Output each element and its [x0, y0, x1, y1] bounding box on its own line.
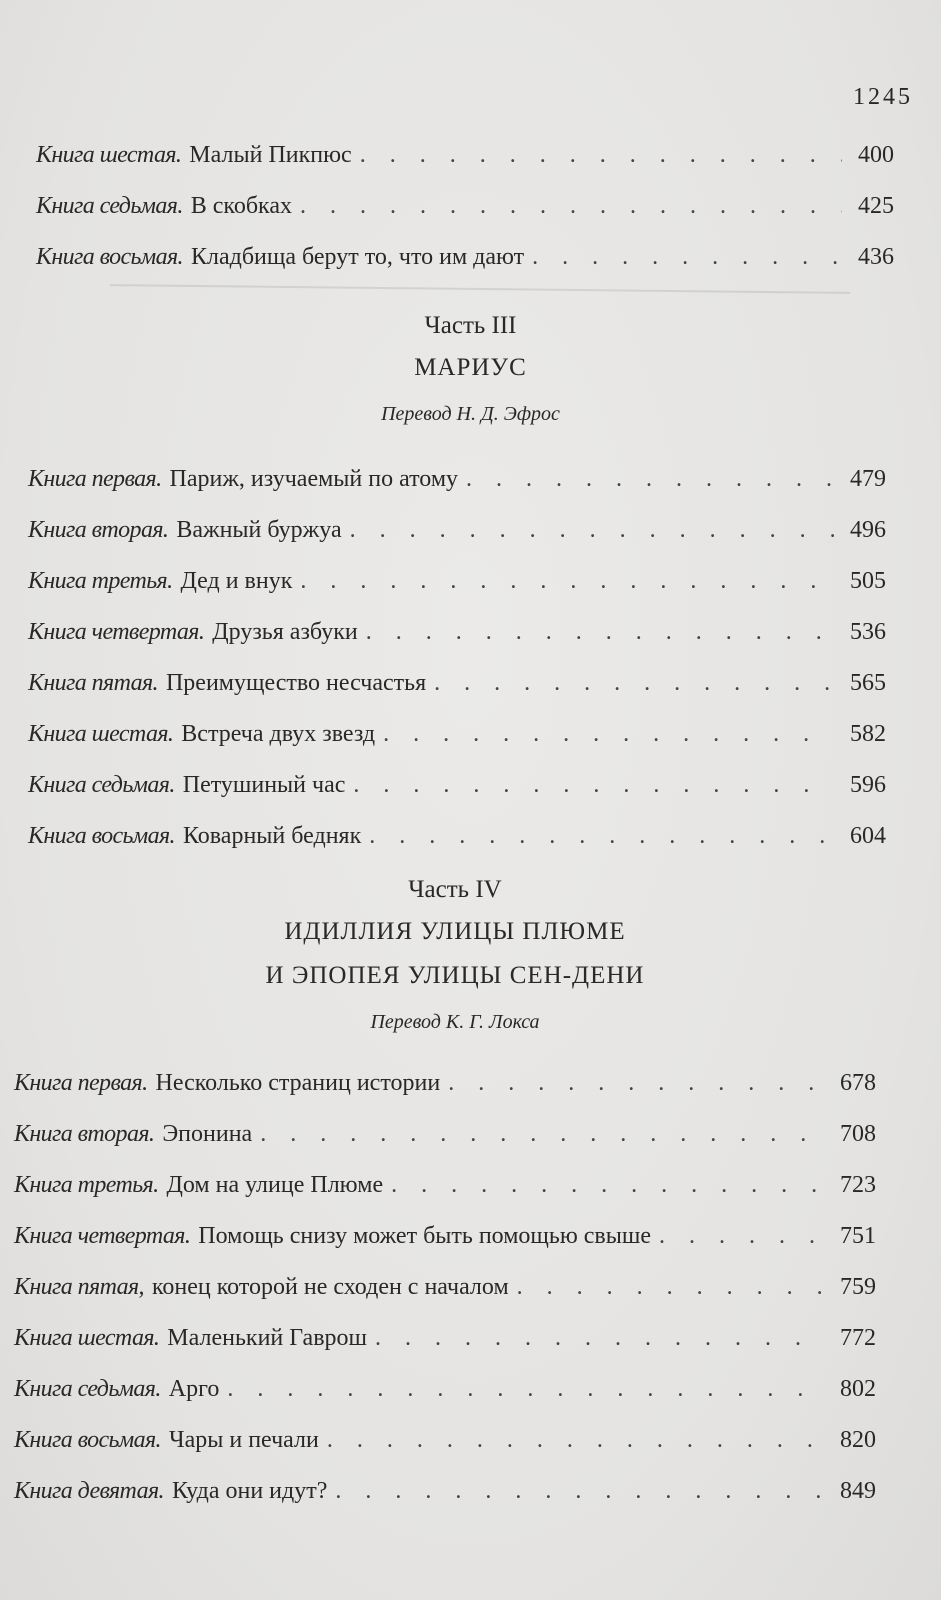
book-label: Книга пятая. [28, 670, 158, 696]
part-title-line1: ИДИЛЛИЯ УЛИЦЫ ПЛЮМЕ [284, 918, 626, 945]
translator-credit: Перевод Н. Д. Эфрос [381, 403, 560, 425]
chapter-title: Арго [168, 1376, 220, 1402]
book-label: Книга седьмая. [36, 193, 183, 219]
part4-heading [0, 870, 910, 1042]
book-label: Книга вторая. [14, 1121, 155, 1147]
toc-entry[interactable] [28, 658, 886, 709]
book-label: Книга восьмая. [14, 1427, 161, 1453]
chapter-title: Чары и печали [168, 1427, 319, 1453]
chapter-title: Важный буржуа [176, 517, 342, 543]
chapter-title: Маленький Гаврош [167, 1325, 368, 1351]
toc-entry[interactable] [28, 607, 886, 658]
page-ref: 400 [858, 142, 894, 168]
toc-entry[interactable] [36, 130, 894, 181]
chapter-title: Малый Пикпюс [189, 142, 352, 168]
toc-entry[interactable] [28, 556, 886, 607]
toc-entry[interactable] [14, 1364, 876, 1415]
leader-dots [466, 454, 834, 505]
page-ref: 802 [840, 1376, 876, 1402]
leader-dots [366, 607, 834, 658]
page-ref: 604 [850, 823, 886, 849]
toc-entry[interactable] [28, 709, 886, 760]
page-ref: 505 [850, 568, 886, 594]
leader-dots [360, 130, 842, 181]
page-ref: 582 [850, 721, 886, 747]
chapter-title: конец которой не сходен с началом [151, 1274, 509, 1300]
book-label: Книга первая. [14, 1070, 148, 1096]
page-number: 1245 [853, 84, 913, 110]
leader-dots [350, 505, 834, 556]
toc-entry[interactable] [36, 232, 894, 283]
chapter-title: В скобках [190, 193, 292, 219]
page-ref: 565 [850, 670, 886, 696]
part2-tail-list [36, 130, 894, 283]
part-title-line2: И ЭПОПЕЯ УЛИЦЫ СЕН-ДЕНИ [265, 962, 645, 989]
toc-entry[interactable] [14, 1313, 876, 1364]
page-ref: 759 [840, 1274, 876, 1300]
toc-entry[interactable] [28, 505, 886, 556]
leader-dots [353, 760, 834, 811]
leader-dots [327, 1415, 824, 1466]
chapter-title: Коварный бедняк [182, 823, 362, 849]
chapter-title: Встреча двух звезд [181, 721, 376, 747]
page-ref: 678 [840, 1070, 876, 1096]
chapter-title: Друзья азбуки [212, 619, 358, 645]
chapter-title: Несколько страниц истории [155, 1070, 441, 1096]
book-label: Книга шестая. [36, 142, 182, 168]
page-ref: 772 [840, 1325, 876, 1351]
toc-entry[interactable] [14, 1160, 876, 1211]
book-label: Книга четвертая. [28, 619, 205, 645]
book-label: Книга пятая, [14, 1274, 144, 1300]
page-ref: 536 [850, 619, 886, 645]
book-label: Книга шестая. [28, 721, 174, 747]
chapter-title: Петушиный час [182, 772, 346, 798]
book-label: Книга третья. [28, 568, 173, 594]
toc-entry[interactable] [28, 811, 886, 862]
show-through-line [110, 284, 850, 294]
page-ref: 596 [850, 772, 886, 798]
page-ref: 820 [840, 1427, 876, 1453]
leader-dots [517, 1262, 824, 1313]
toc-entry[interactable] [14, 1262, 876, 1313]
leader-dots [434, 658, 834, 709]
chapter-title: Дом на улице Плюме [166, 1172, 384, 1198]
chapter-title: Париж, изучаемый по атому [169, 466, 459, 492]
translator-credit: Перевод К. Г. Локса [370, 1011, 540, 1033]
page-ref: 496 [850, 517, 886, 543]
chapter-title: Дед и внук [180, 568, 293, 594]
book-label: Книга четвертая. [14, 1223, 191, 1249]
book-label: Книга вторая. [28, 517, 169, 543]
leader-dots [375, 1313, 824, 1364]
leader-dots [260, 1109, 824, 1160]
leader-dots [383, 709, 834, 760]
page-ref: 425 [858, 193, 894, 219]
part4-list [14, 1058, 876, 1517]
toc-entry[interactable] [14, 1109, 876, 1160]
book-label: Книга шестая. [14, 1325, 160, 1351]
chapter-title: Эпонина [162, 1121, 253, 1147]
toc-entry[interactable] [28, 760, 886, 811]
book-label: Книга третья. [14, 1172, 159, 1198]
toc-entry[interactable] [14, 1211, 876, 1262]
chapter-title: Преимущество несчастья [165, 670, 427, 696]
chapter-title: Помощь снизу может быть помощью свыше [198, 1223, 652, 1249]
page-ref: 751 [840, 1223, 876, 1249]
page-ref: 436 [858, 244, 894, 270]
book-label: Книга седьмая. [14, 1376, 161, 1402]
book-label: Книга девятая. [14, 1478, 164, 1504]
leader-dots [369, 811, 834, 862]
page-ref: 708 [840, 1121, 876, 1147]
page-ref: 479 [850, 466, 886, 492]
leader-dots [300, 556, 834, 607]
leader-dots [532, 232, 842, 283]
leader-dots [391, 1160, 824, 1211]
part3-heading [0, 306, 941, 434]
part-label: Часть IV [408, 876, 502, 903]
book-label: Книга первая. [28, 466, 162, 492]
leader-dots [659, 1211, 824, 1262]
book-label: Книга восьмая. [28, 823, 175, 849]
leader-dots [300, 181, 842, 232]
leader-dots [335, 1466, 824, 1517]
page-ref: 849 [840, 1478, 876, 1504]
book-label: Книга восьмая. [36, 244, 183, 270]
part-title: МАРИУС [414, 354, 527, 381]
book-label: Книга седьмая. [28, 772, 175, 798]
leader-dots [448, 1058, 824, 1109]
part3-list [28, 454, 886, 862]
page-ref: 723 [840, 1172, 876, 1198]
chapter-title: Куда они идут? [171, 1478, 328, 1504]
leader-dots [227, 1364, 824, 1415]
toc-entry[interactable] [14, 1058, 876, 1109]
toc-entry[interactable] [28, 454, 886, 505]
toc-entry[interactable] [14, 1415, 876, 1466]
chapter-title: Кладбища берут то, что им дают [190, 244, 525, 270]
toc-entry[interactable] [14, 1466, 876, 1517]
part-label: Часть III [424, 312, 517, 339]
toc-entry[interactable] [36, 181, 894, 232]
